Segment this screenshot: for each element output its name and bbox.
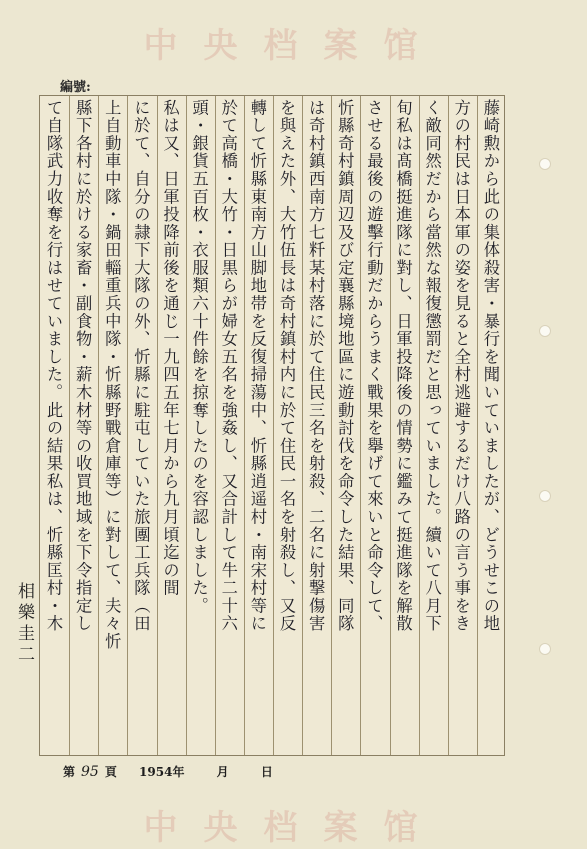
manuscript-columns	[39, 95, 505, 756]
text-column: に於て、自分の隷下大隊の外、忻縣に駐屯していた旅團工兵隊（田	[131, 99, 151, 633]
binding-hole	[539, 325, 551, 337]
footer-page-suffix: 頁	[104, 765, 117, 779]
text-column: 方の村民は日本軍の姿を見ると全村逃避するだけ八路の言う事をき	[451, 99, 471, 633]
text-column: 上自動車中隊・鍋田輜重兵中隊・忻縣野戰倉庫等）に對して、夫々忻	[102, 99, 122, 651]
page-footer	[63, 763, 273, 780]
text-column: を與えた外、大竹伍長は奇村鎮村内に於て住民一名を射殺し、又反	[277, 99, 297, 633]
binding-hole	[539, 490, 551, 502]
binding-hole	[539, 158, 551, 170]
text-column: 於て高橋・大竹・日黒らが婦女五名を強姦し、又合計して牛二十六	[218, 99, 238, 633]
text-column: 轉して忻縣東南方山脚地帯を反復掃蕩中、忻縣逍遥村・南宋村等に	[247, 99, 267, 633]
footer-month: 月	[216, 765, 229, 779]
text-column: 縣下各村に於ける家畜・副食物・薪木材等の收買地域を下令指定し	[73, 99, 93, 633]
footer-year: 1954年	[139, 765, 185, 779]
binding-hole	[539, 643, 551, 655]
header-label: 編號:	[60, 80, 91, 95]
text-column: は奇村鎮西南方七粁某村落に於て住民三名を射殺、二名に射撃傷害	[306, 99, 326, 633]
footer-prefix: 第	[63, 765, 76, 779]
text-column: 頭・銀貨五百枚・衣服類六十件餘を掠奪したのを容認しました。	[189, 99, 209, 615]
text-column: て自隊武力收奪を行はせていました。此の結果私は、忻縣匡村・木	[44, 99, 64, 633]
watermark-top: 中央档案馆	[143, 26, 444, 66]
text-column: させる最後の遊擊行動だからうまく戰果を擧げて來いと命令して、	[364, 99, 384, 633]
footer-day: 日	[260, 765, 273, 779]
watermark-bottom: 中央档案馆	[143, 808, 444, 848]
text-column: 忻縣奇村鎮周辺及び定襄縣境地區に遊動討伐を命令した結果、同隊	[335, 99, 355, 633]
text-column: 私は又、日軍投降前後を通じ一九四五年七月から九月頃迄の間	[160, 99, 180, 598]
text-column: く敵同然だから當然な報復懲罰だと思っていました。續いて八月下	[422, 99, 442, 633]
text-column: 藤崎勲から此の集体殺害・暴行を聞いていましたが、どうせこの地	[480, 99, 500, 633]
signature: 相樂圭二	[14, 582, 34, 666]
text-column: 旬私は髙橋挺進隊に對し、日軍投降後の情勢に鑑みて挺進隊を解散	[393, 99, 413, 633]
page-number: 95	[81, 764, 99, 780]
